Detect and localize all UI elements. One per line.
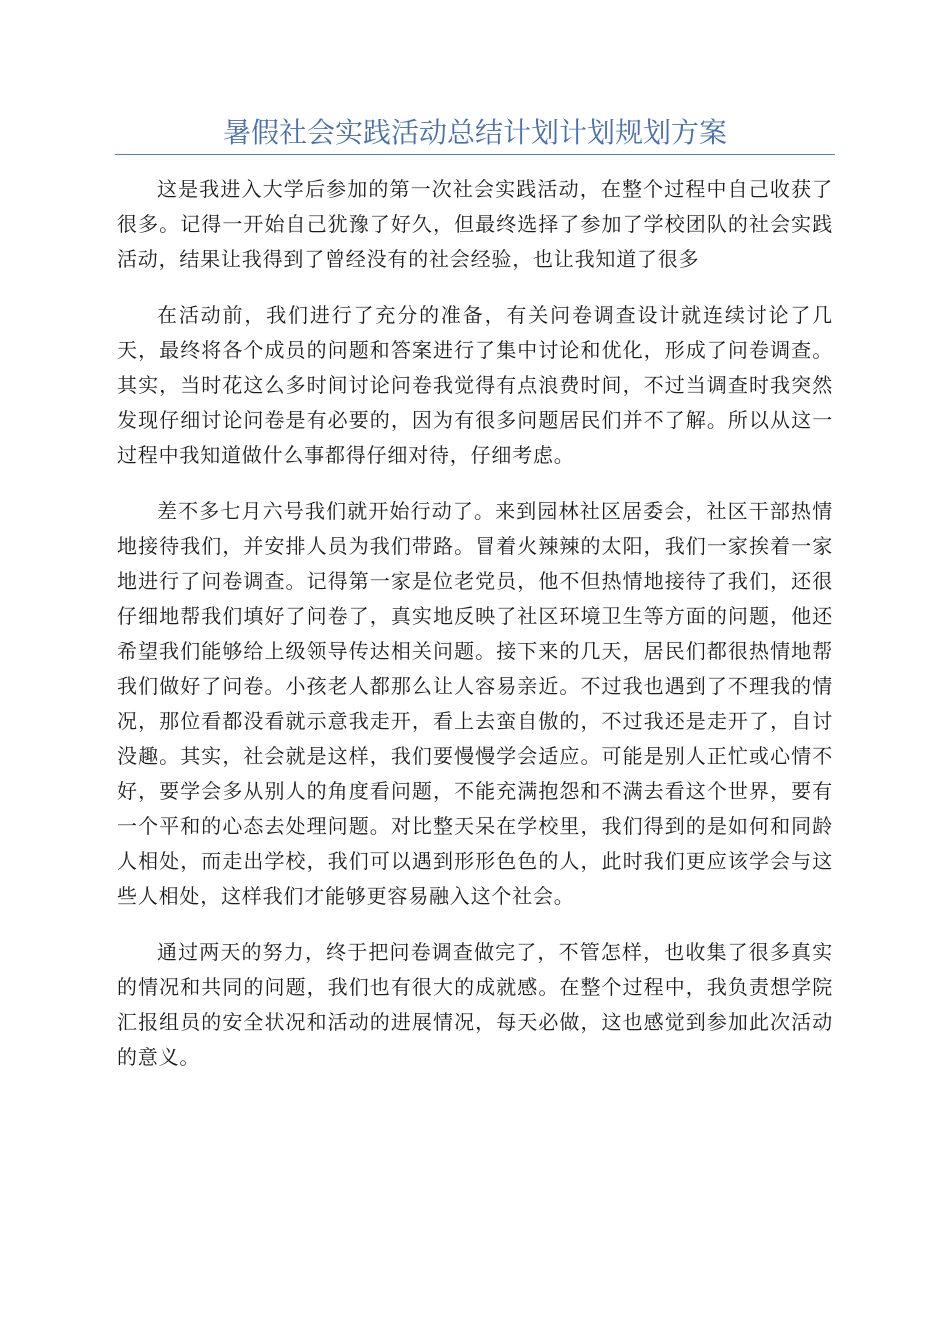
paragraph-3: 差不多七月六号我们就开始行动了。来到园林社区居委会，社区干部热情地接待我们，并安排人员为我们带路。冒着火辣辣的太阳，我们一家挨着一家地进行了问卷调查。记得第一家是位老党员，他不但热情地接待了我们，还很仔细地帮我们填好了问卷了，真实地反映了社区环境卫生等方面的问题，他还希望我们能够给上级领导传达相关问题。接下来的几天，居民们都很热情地帮我们做好了问卷。小孩老人都那么让人容易亲近。不过我也遇到了不理我的情况，那位看都没看就示意我走开，看上去蛮自傲的，不过我还是走开了，自讨没趣。其实，社会就是这样，我们要慢慢学会适应。可能是别人正忙或心情不好，要学会多从别人的角度看问题，不能充满抱怨和不满去看这个世界，要有一个平和的心态去处理问题。对比整天呆在学校里，我们得到的是如何和同龄人相处，而走出学校，我们可以遇到形形色色的人，此时我们更应该学会与这些人相处，这样我们才能够更容易融入这个社会。: [117, 499, 833, 908]
paragraph-4: 通过两天的努力，终于把问卷调查做完了，不管怎样，也收集了很多真实的情况和共同的问题，我们也有很大的成就感。在整个过程中，我负责想学院汇报组员的安全状况和活动的进展情况，每天必做，这也感觉到参加此次活动的意义。: [117, 940, 833, 1069]
paragraph-1: 这是我进入大学后参加的第一次社会实践活动，在整个过程中自己收获了很多。记得一开始自己犹豫了好久，但最终选择了参加了学校团队的社会实践活动，结果让我得到了曾经没有的社会经验，也让我知道了很多: [117, 177, 833, 271]
document-body: [117, 172, 833, 1096]
document-title: 暑假社会实践活动总结计划计划规划方案: [222, 116, 727, 149]
paragraph-2: 在活动前，我们进行了充分的准备，有关问卷调查设计就连续讨论了几天，最终将各个成员的问题和答案进行了集中讨论和优化，形成了问卷调查。其实，当时花这么多时间讨论问卷我觉得有点浪费时间，不过当调查时我突然发现仔细讨论问卷是有必要的，因为有很多问题居民们并不了解。所以从这一过程中我知道做什么事都得仔细对待，仔细考虑。: [117, 303, 833, 467]
title-underline: [115, 154, 835, 155]
